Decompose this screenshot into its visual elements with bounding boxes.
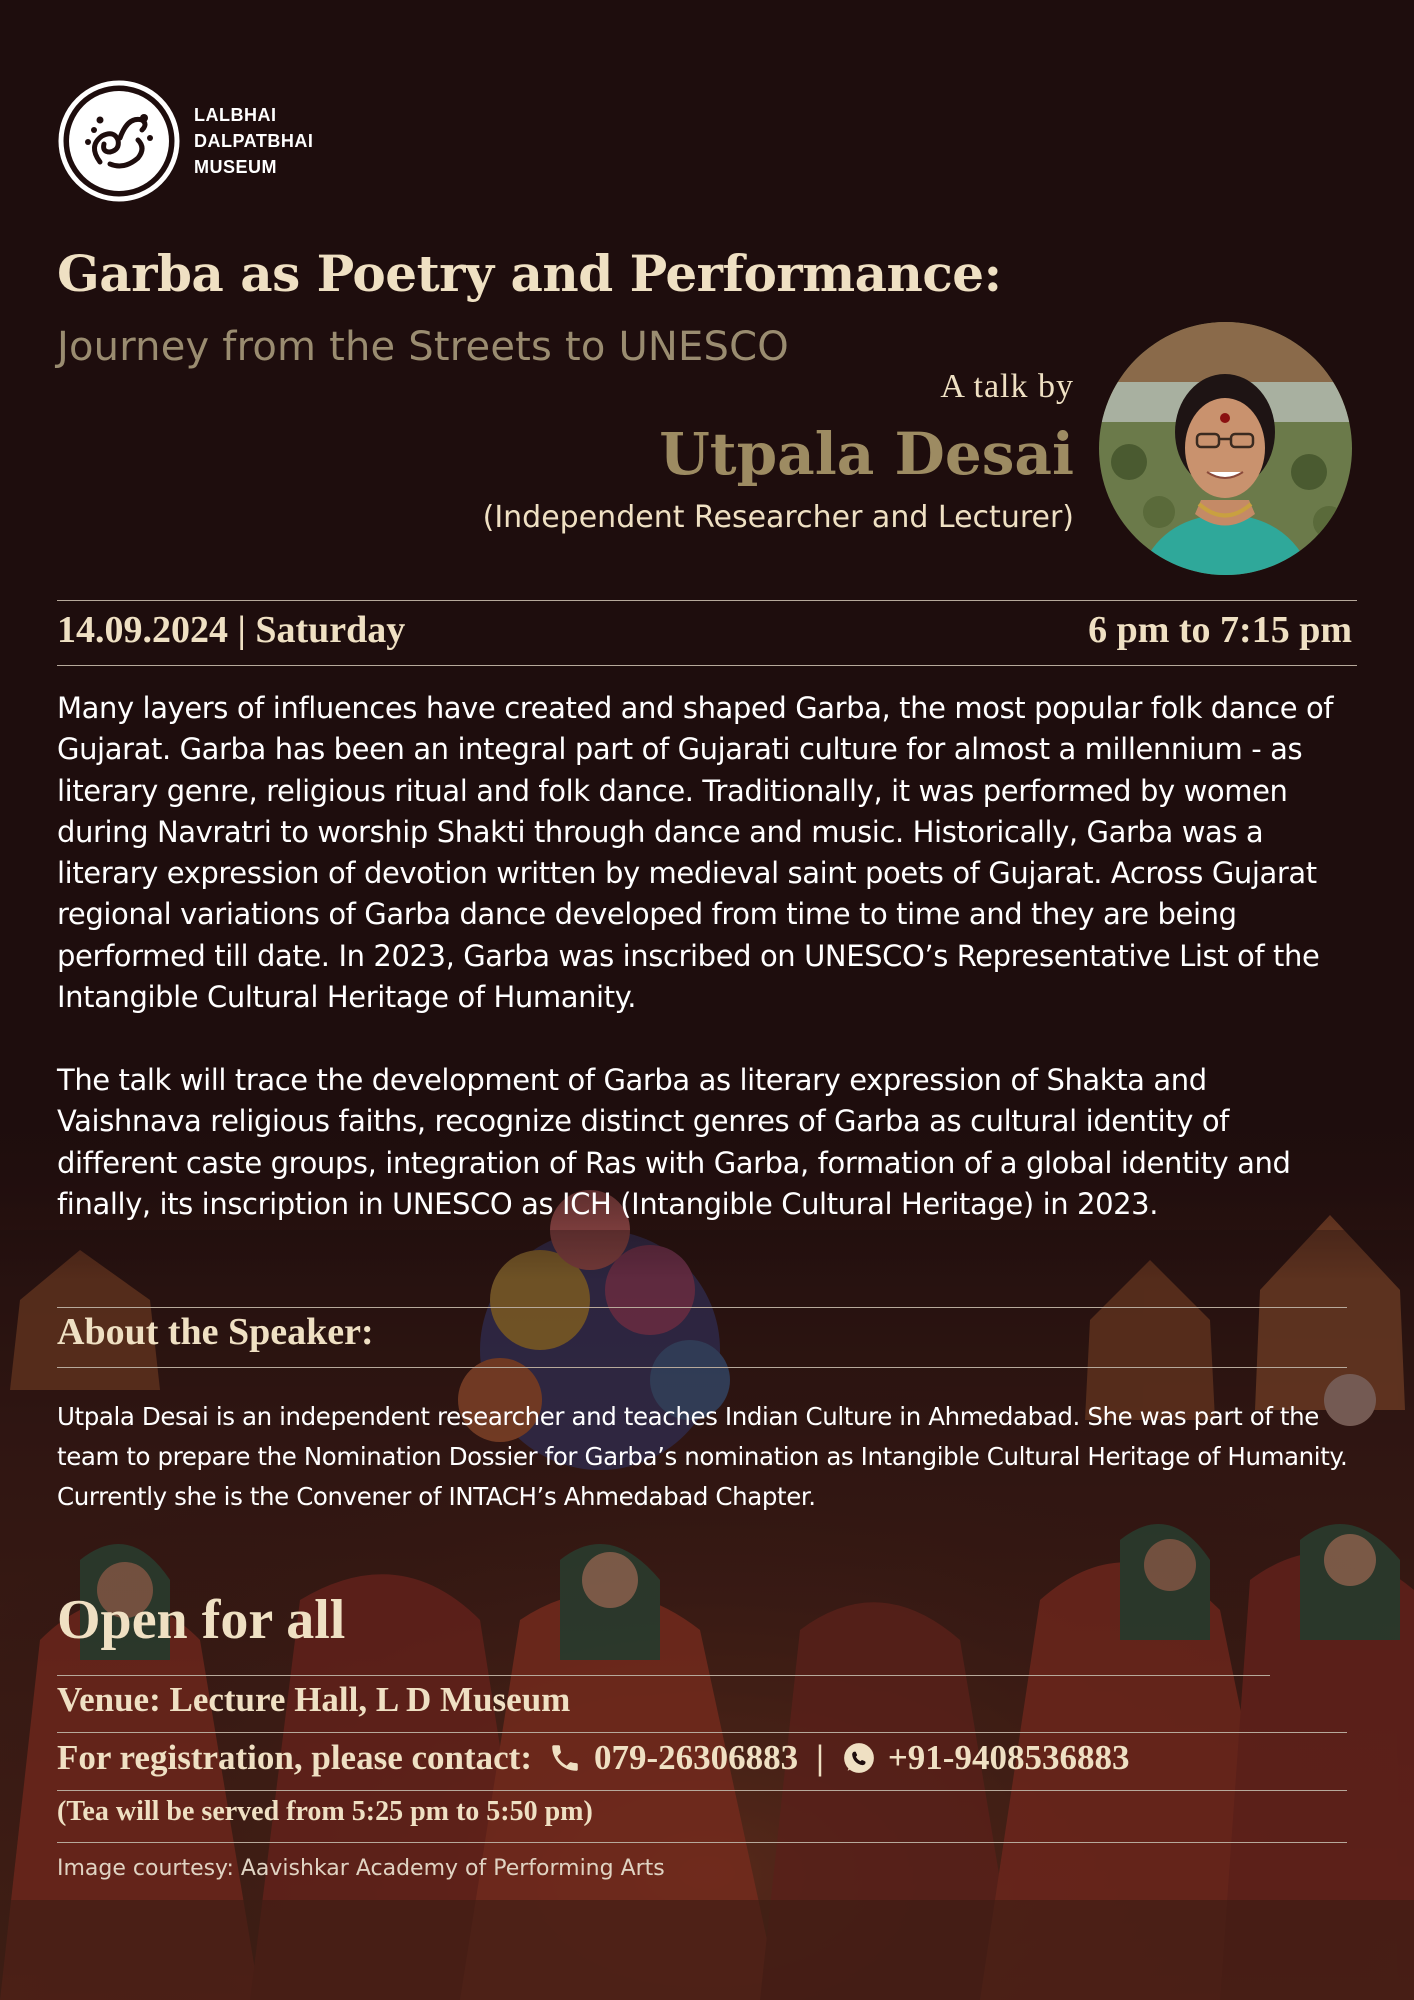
- contact-separator: |: [816, 1738, 824, 1777]
- contact-label: For registration, please contact:: [57, 1738, 532, 1777]
- divider-about-bottom: [57, 1367, 1347, 1368]
- museum-name: [194, 102, 313, 180]
- venue: Venue: Lecture Hall, L D Museum: [57, 1680, 571, 1719]
- divider-tea: [57, 1842, 1347, 1843]
- talk-subtitle: Journey from the Streets to UNESCO: [57, 324, 789, 370]
- talk-by-label: A talk by: [940, 368, 1074, 405]
- divider-contact: [57, 1790, 1347, 1791]
- about-speaker-heading: About the Speaker:: [57, 1311, 374, 1353]
- museum-name-line-2: DALPATBHAI: [194, 131, 314, 151]
- registration-contact: [57, 1738, 1129, 1778]
- open-for-all: Open for all: [57, 1589, 346, 1651]
- peacock-emblem-icon: [58, 80, 180, 202]
- divider-venue: [57, 1732, 1347, 1733]
- talk-title: Garba as Poetry and Performance:: [57, 244, 1002, 303]
- speaker-photo: [1099, 322, 1352, 575]
- description-paragraph-1: Many layers of influences have created and shaped Garba, the most popular folk dance of Gujarat. Garba has been an integral part of Gujarati culture for almost a millennium - as literary genre, religious ritual and folk dance. Traditionally, it was performed by women during Navratri to worship Shakti through dance and music. Historically, Garba was a literary expression of devotion written by medieval saint poets of Gujarat. Across Gujarat regional variations of Garba dance developed from time to time and they are being performed till date. In 2023, Garba was inscribed on UNESCO’s Representative List of the Intangible Cultural Heritage of Humanity.: [57, 691, 1334, 1015]
- divider-bottom: [57, 665, 1357, 666]
- phone-number[interactable]: 079-26306883: [593, 1738, 799, 1777]
- museum-name-line-1: LALBHAI: [194, 105, 277, 125]
- phone-icon: [548, 1741, 582, 1775]
- whatsapp-icon: [842, 1741, 876, 1775]
- museum-logo: [58, 80, 313, 202]
- divider-about-top: [57, 1307, 1347, 1308]
- divider-open: [57, 1675, 1270, 1676]
- speaker-name: Utpala Desai: [659, 420, 1074, 488]
- museum-name-line-3: MUSEUM: [194, 157, 277, 177]
- description-paragraph-2: The talk will trace the development of Garba as literary expression of Shakta and Vaishnava religious faiths, recognize distinct genres of Garba as cultural identity of different caste groups, integration of Ras with Garba, formation of a global identity and finally, its inscription in UNESCO as ICH (Intangible Cultural Heritage) in 2023.: [57, 1063, 1291, 1221]
- about-speaker-text: Utpala Desai is an independent researcher and teaches Indian Culture in Ahmedabad. She was part of the team to prepare the Nomination Dossier for Garba’s nomination as Intangible Cultural Heritage of Humanity. Currently she is the Convener of INTACH’s Ahmedabad Chapter.: [57, 1402, 1348, 1511]
- event-date: 14.09.2024 | Saturday: [57, 609, 406, 651]
- speaker-role: (Independent Researcher and Lecturer): [482, 500, 1074, 535]
- divider-top: [57, 600, 1357, 601]
- image-credit: Image courtesy: Aavishkar Academy of Performing Arts: [57, 1856, 665, 1881]
- speaker-portrait: [1099, 322, 1352, 575]
- tea-note: (Tea will be served from 5:25 pm to 5:50 pm): [57, 1796, 593, 1827]
- event-time: 6 pm to 7:15 pm: [1088, 609, 1352, 651]
- whatsapp-number[interactable]: +91-9408536883: [887, 1738, 1130, 1777]
